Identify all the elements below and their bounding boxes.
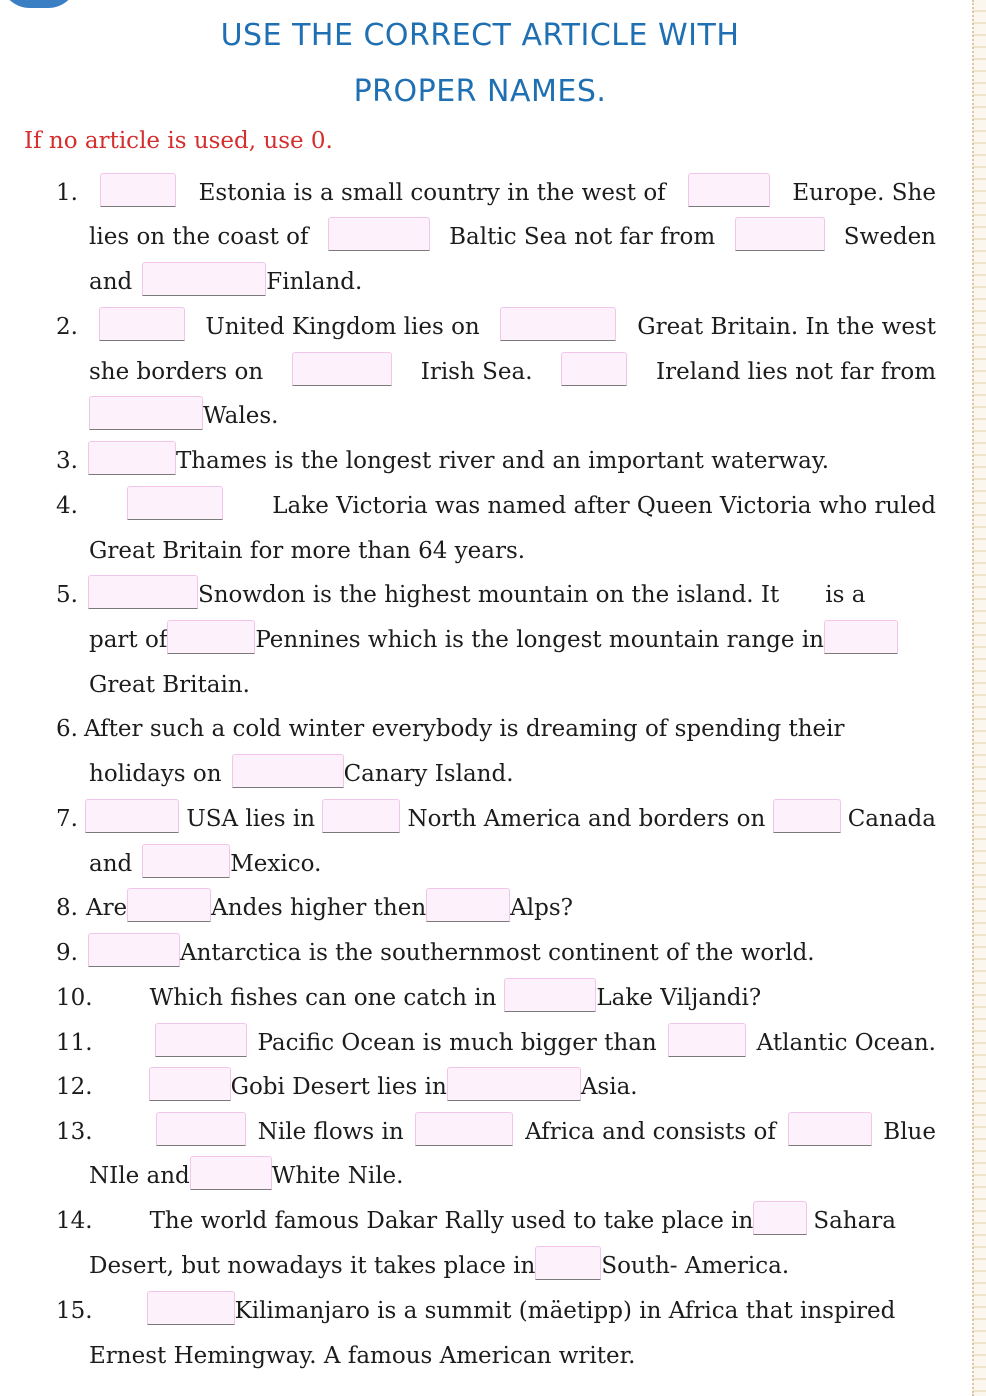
answer-box[interactable] (88, 933, 180, 967)
exercise-line (56, 798, 936, 834)
answer-box[interactable] (292, 352, 392, 386)
sentence-text: Asia. (580, 1074, 638, 1100)
corner-decoration (0, 0, 78, 8)
answer-box[interactable] (156, 1112, 246, 1146)
exercise-line (89, 1335, 936, 1371)
sentence-text: United Kingdom lies on (205, 314, 480, 340)
answer-box[interactable] (167, 620, 255, 654)
answer-box[interactable] (88, 441, 176, 475)
exercise-line (56, 932, 936, 968)
answer-box[interactable] (190, 1156, 272, 1190)
answer-box[interactable] (127, 486, 223, 520)
exercise-line (56, 887, 936, 923)
exercise-line (89, 351, 936, 387)
page-edge-border (972, 0, 986, 1396)
item-number: 9. (56, 940, 78, 966)
instruction-note: If no article is used, use 0. (24, 128, 333, 154)
answer-box[interactable] (85, 799, 179, 833)
sentence-text: part of (89, 627, 168, 653)
answer-box[interactable] (735, 217, 825, 251)
sentence-text (84, 714, 936, 744)
answer-box[interactable] (232, 754, 344, 788)
answer-box[interactable] (426, 888, 510, 922)
answer-box[interactable] (688, 173, 770, 207)
answer-box[interactable] (773, 799, 841, 833)
item-number: 3. (56, 448, 78, 474)
answer-box[interactable] (155, 1023, 247, 1057)
item-number: 13. (56, 1119, 93, 1145)
item-number: 15. (56, 1298, 93, 1324)
answer-box[interactable] (668, 1023, 746, 1057)
sentence-text: Sahara (813, 1208, 897, 1234)
exercise-line (56, 172, 936, 208)
sentence-text: North America and borders on (407, 806, 766, 832)
exercise-line (56, 1066, 936, 1102)
sentence-text: Great Britain. (89, 672, 250, 698)
sentence-text: South- America. (601, 1253, 790, 1279)
sentence-text: Ernest Hemingway. A famous American writer. (89, 1343, 636, 1369)
sentence-text: Pennines which is the longest mountain range in (255, 627, 824, 653)
sentence-text: Kilimanjaro is a summit (mäetipp) in Africa that inspired (234, 1298, 896, 1324)
sentence-text: Wales. (203, 403, 279, 429)
sentence-text: and (89, 851, 133, 877)
answer-box[interactable] (89, 396, 203, 430)
exercise-line (56, 977, 936, 1013)
item-number: 4. (56, 493, 78, 519)
sentence-text: is a (825, 582, 866, 608)
answer-box[interactable] (788, 1112, 872, 1146)
exercise-line (56, 1290, 936, 1326)
answer-box[interactable] (127, 888, 211, 922)
exercise-line (89, 216, 936, 252)
sentence-text: After such a cold winter everybody is dreaming of spending their (83, 716, 845, 742)
sentence-text: Desert, but nowadays it takes place in (89, 1253, 536, 1279)
answer-box[interactable] (142, 844, 230, 878)
sentence-text: Which fishes can one catch in (149, 985, 497, 1011)
sentence-text: Ireland lies not far from (656, 359, 936, 385)
sentence-text: and (89, 269, 133, 295)
exercise-line (56, 306, 936, 342)
answer-box[interactable] (88, 575, 198, 609)
sentence-text: Thames is the longest river and an important waterway. (175, 448, 830, 474)
sentence-text: Lake Victoria was named after Queen Victoria who ruled (272, 493, 936, 519)
sentence-text: she borders on (89, 359, 264, 385)
sentence-text: Africa and consists of (525, 1119, 776, 1145)
answer-box[interactable] (500, 307, 616, 341)
exercise-line (56, 440, 936, 476)
answer-box[interactable] (415, 1112, 513, 1146)
answer-box[interactable] (824, 620, 898, 654)
exercise-line (56, 1022, 936, 1058)
answer-box[interactable] (447, 1067, 581, 1101)
sentence-text: Canary Island. (343, 761, 514, 787)
answer-box[interactable] (753, 1201, 807, 1235)
answer-box[interactable] (142, 262, 266, 296)
sentence-text: holidays on (89, 761, 222, 787)
item-number: 6. (56, 716, 78, 742)
exercise-line (89, 843, 936, 879)
answer-box[interactable] (147, 1291, 235, 1325)
exercise-line (89, 753, 936, 789)
sentence-text: Mexico. (230, 851, 322, 877)
item-number: 10. (56, 985, 93, 1011)
item-number: 7. (56, 806, 78, 832)
item-number: 2. (56, 314, 78, 340)
exercise-line (89, 530, 936, 566)
sentence-text: Antarctica is the southernmost continent of the world. (179, 940, 815, 966)
sentence-text: Gobi Desert lies in (230, 1074, 447, 1100)
answer-box[interactable] (561, 352, 627, 386)
exercise-line (56, 708, 936, 744)
sentence-text: Nile flows in (257, 1119, 404, 1145)
sentence-text: Are (85, 895, 128, 921)
sentence-text: Sweden (843, 224, 936, 250)
sentence-text: Finland. (266, 269, 363, 295)
worksheet-title-line1: USE THE CORRECT ARTICLE WITH (220, 18, 740, 53)
answer-box[interactable] (99, 307, 185, 341)
sentence-text: Great Britain. In the west (637, 314, 936, 340)
sentence-text: Andes higher then (211, 895, 427, 921)
sentence-text: Pacific Ocean is much bigger than (257, 1030, 657, 1056)
exercise-line (89, 664, 936, 700)
sentence-text: Great Britain for more than 64 years. (89, 538, 526, 564)
exercise-line (89, 395, 936, 431)
exercise-line (89, 619, 936, 655)
sentence-text: Snowdon is the highest mountain on the island. It (197, 582, 780, 608)
answer-box[interactable] (328, 217, 430, 251)
sentence-text: Estonia is a small country in the west of (198, 180, 666, 206)
sentence-text: The world famous Dakar Rally used to take place in (149, 1208, 754, 1234)
item-number: 8. (56, 895, 78, 921)
sentence-text: NIle and (89, 1163, 190, 1189)
sentence-text: Atlantic Ocean. (756, 1030, 936, 1056)
sentence-text: Canada (847, 806, 936, 832)
exercise-line (89, 1155, 936, 1191)
sentence-text: Irish Sea. (420, 359, 533, 385)
exercise-line (89, 261, 936, 297)
item-number: 12. (56, 1074, 93, 1100)
exercise-line (56, 1200, 936, 1236)
item-number: 11. (56, 1030, 93, 1056)
sentence-text: Blue (883, 1119, 936, 1145)
sentence-text: Lake Viljandi? (596, 985, 762, 1011)
sentence-text: lies on the coast of (89, 224, 309, 250)
sentence-text: USA lies in (186, 806, 316, 832)
worksheet-title-line2: PROPER NAMES. (353, 74, 607, 109)
answer-box[interactable] (149, 1067, 231, 1101)
item-number: 5. (56, 582, 78, 608)
exercise-line (56, 574, 936, 610)
answer-box[interactable] (504, 978, 596, 1012)
exercise-line (89, 1245, 936, 1281)
sentence-text: White Nile. (271, 1163, 404, 1189)
sentence-text: Europe. She (792, 180, 936, 206)
exercise-line (56, 485, 936, 521)
sentence-text: Alps? (510, 895, 573, 921)
item-number: 1. (56, 180, 78, 206)
answer-box[interactable] (100, 173, 176, 207)
item-number: 14. (56, 1208, 93, 1234)
sentence-text: Baltic Sea not far from (449, 224, 716, 250)
exercise-line (56, 1111, 936, 1147)
answer-box[interactable] (535, 1246, 601, 1280)
answer-box[interactable] (322, 799, 400, 833)
